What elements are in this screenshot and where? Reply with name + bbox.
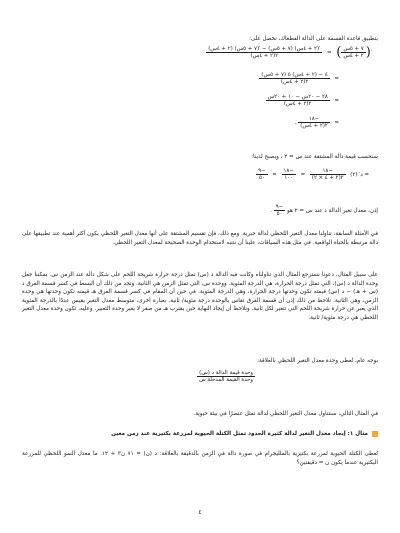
paragraph-units-intro: في الأمثلة السابقة، تناولنا معدل التغير اللحظي لدالة جبرية. ومع ذلك، فإن تقسيم المشتقة على أنها معدل التغير اللحظي يكون أكثر أهمية عند تطبيقها على دالة مرتبطة بالحياة الواقعية. في مثل هذه السياقات، علينا أن ننتبه لاستخدام الوحدة الصحيحة لمعدل التغير اللحظي. (22, 231, 378, 246)
general-statement: بوجه عام، تُعطى وحدة معدل التغير اللحظي بالعلاقة: (257, 358, 378, 364)
eval-intro: سنحسب قيمة دالة المشتقة عند س = ٢ ، ويصبح لدينا: (251, 154, 378, 160)
paragraph-temperature-example: على سبيل المثال، دعونا نسترجع المثال الذي تناولناه وكانت فيه الدالة د (س) تمثل درجة حرارة شريحة اللحم على شكل دالة عند الزمن س. يمكننا جعل وحدة الدالة د (س)، التي تمثل درجة الحرارة، هي الدرجة المئوية. ووحدة س، التي تمثل الزمن هي الثانية. ونجد من ذلك أن البسط في كسر قسمة الفرق د (س + هـ) − د (س) قيمته تكون وحدتها درجة الحرارة، وهي الدرجة المئوية. في حين أن المقام في كسر قسمة الفرق هـ قيمته تكون وحدتها هي وحدة الزمن، وهي الثانية. نلاحظ من ذلك إذن أن قسمة الفرق تقاس بالوحدة درجة مئوية/ ثانية. بعبارة أخرى، متوسط معدل التغير يقيس عددًا بالدرجة المئوية الذي يعبر عن حرارة شريحة اللحم التي تتغير لكل ثانية. ونلاحظ أن إيجاد النهاية حين يقترب هـ من صفر لا يغير وحدة التعبير. وعليه، تكون وحدة معدل التغير اللحظي هي درجة مئوية/ ثانية. (22, 272, 378, 321)
quotient-row-2: $\frac{\text{(٧ + ٥س) ٤ − (٢ + ٤س) ٥}}{\text{٢(٢ + ٤س)}}$ = (261, 72, 339, 85)
quotient-row-3: $\frac{\text{٢٨ − ٢٠س − ١٠ + ٢٠س}}{\text{٢(٢ + ٤س)}}$ = (267, 94, 339, 107)
problem-statement: تُعطى الكتلة الحيوية لمزرعة بكتيرية بالملليجرام في صورة دالة في الزمن بالدقيقة بالعلاقة: د (ن) = ٧١ ن٣ + ١٢. ما معدل النمو اللحظي للمزرعة البكتيرية عندما يكون ن = دقيقتين؟ (22, 451, 378, 466)
example-title: مثال ١: إيجاد معدل التغير لدالة كثيرة الحدود تمثل الكتلة الحيوية لمزرعة بكتيرية عند زمن معين (22, 430, 378, 438)
unit-formula: $\frac{\text{وحدة قيمة الدالة د (س)}}{\text{وحدة القيمة المدخلة س}}$ (199, 370, 253, 383)
conclusion: إذن، معدل تغير الدالة د عند س = ٢ هو $\frac{٩-}{٥٠}$ . (270, 204, 378, 217)
result-fraction-1: $\frac{\text{(٢ + ٤س) (٧ + ٥س)′ − (٧ + ٥س) (٢ + ٤س)′}}{\text{٢(٢ + ٤س)}}$ (208, 46, 321, 59)
eval-row: $\frac{٩-}{٥٠}$ = $\frac{١٨-}{١٠٠}$ = $\frac{١٨-}{٢(٢ + ٤ \times ٢)}$ د′ (٢) = (258, 168, 369, 181)
quotient-row-1: $\frac{\text{(٢ + ٤س) (٧ + ٥س)′ − (٧ + ٥س) (٢ + ٤س)′}}{\text{٢(٢ + ٤س)}}$ = ( $\frac{\text{٧ + ٥س}}{\text{٢ + ٤س}}$ )′ (208, 45, 372, 60)
example-marker-icon (372, 431, 378, 437)
lhs-fraction: $\frac{\text{٧ + ٥س}}{\text{٢ + ٤س}}$ (343, 46, 364, 59)
quotient-row-4: . $\frac{١٨-}{\text{٢(٢ + ٤س)}}$ = (294, 116, 339, 129)
next-example-intro: في المثال التالي، سنتناول معدل التغير اللحظي لدالة تمثل عنصرًا في بيئة حيوية. (193, 411, 378, 417)
page-number: ٤ (198, 509, 202, 516)
intro-text: بتطبيق قاعدة القسمة على الدالة الفطغاك، نحصل على: (248, 36, 378, 42)
